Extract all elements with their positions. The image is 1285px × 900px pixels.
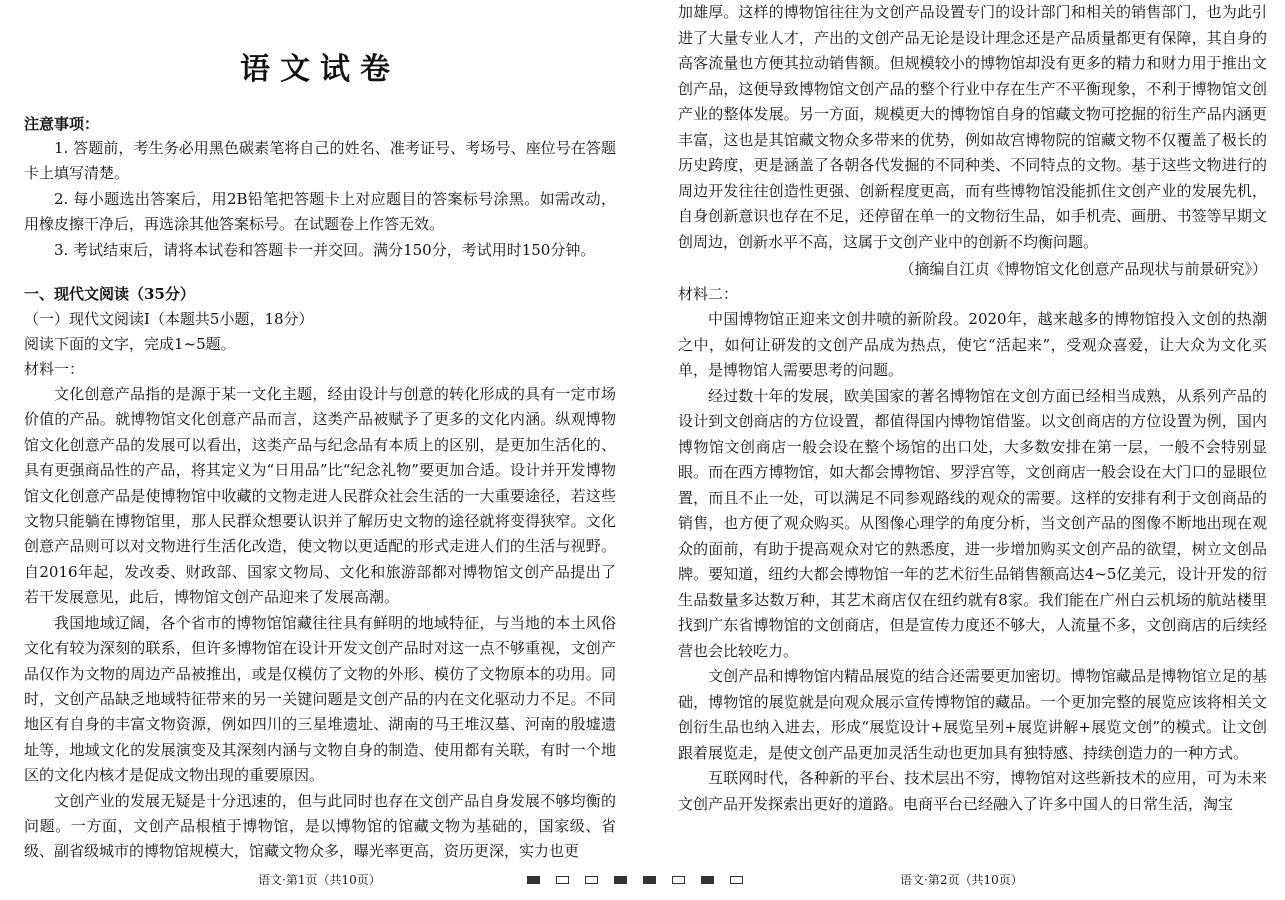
left-page bbox=[0, 0, 640, 900]
paragraph: 文化创意产品指的是源于某一文化主题，经由设计与创意的转化形成的具有一定市场价值的产品。就博物馆文化创意产品而言，这类产品被赋予了更多的文化内涵。纵观博物馆文化创意产品的发展可以看出，这类产品与纪念品有本质上的区别，是更加生活化的、具有更强商品性的产品，将其定义为“日用品”比“纪念礼物”要更加合适。设计并开发博物馆文化创意产品是使博物馆中收藏的文物走进人民群众社会生活的一大重要途径，若这些文物只能躺在博物馆里，那人民群众想要认识并了解历史文物的途径就将变得狭窄。文化创意产品则可以对文物进行生活化改造，使文物以更适配的形式走进人们的生活与视野。自2016年起，发改委、财政部、国家文物局、文化和旅游部都对博物馆文创产品提出了若干发展意见，此后，博物馆文创产品迎来了发展高潮。 bbox=[24, 385, 616, 607]
material-label: 材料二： bbox=[678, 285, 739, 303]
notice-item-2: 2. 每小题选出答案后，用2B铅笔把答题卡上对应题目的答案标号涂黑。如需改动，用橡皮擦干净后，再选涂其他答案标号。在试题卷上作答无效。 bbox=[24, 189, 616, 234]
page-dot-2[interactable] bbox=[556, 876, 569, 884]
paragraph: 文创产品和博物馆内精品展览的结合还需要更加密切。博物馆藏品是博物馆立足的基础，博物馆的展览就是向观众展示宣传博物馆的藏品。一个更加完整的展览应该将相关文创衍生品也纳入进去，形成“展览设计+展览呈列+展览讲解+展览文创”的模式。让文创跟着展览走，是使文创产品更加灵活生动也更加具有独特感、持续创造力的一种方式。 bbox=[678, 667, 1267, 762]
page-dot-1[interactable] bbox=[527, 876, 540, 884]
paragraph: 加雄厚。这样的博物馆往往为文创产品设置专门的设计部门和相关的销售部门，也为此引进了大量专业人才，产出的文创产品无论是设计理念还是产品质量都更有保障，其自身的高客流量也方便其拉动销售额。但规模较小的博物馆却没有更多的精力和财力用于推出文创产品，这便导致博物馆文创产品的整个行业中存在生产不平衡现象，不利于博物馆文创产业的整体发展。另一方面，规模更大的博物馆自身的馆藏文物可挖掘的衍生产品内涵更丰富，这也是其馆藏文物众多带来的优势，例如故宫博物院的馆藏文物不仅覆盖了极长的历史跨度，更是涵盖了各朝各代发掘的不同种类、不同特点的文物。基于这些文物进行的周边开发往往创造性更强、创新程度更高，而有些博物馆没能抓住文创产业的发展先机，自身创新意识也存在不足，还停留在单一的文物衍生品，如手机壳、画册、书签等早期文创周边，创新水平不高，这属于文创产业中的创新不均衡问题。 bbox=[678, 3, 1267, 251]
page-dot-4[interactable] bbox=[614, 876, 627, 884]
page-dot-7[interactable] bbox=[701, 876, 714, 884]
source-citation: （摘编自江贞《博物馆文化创意产品现状与前景研究》） bbox=[899, 260, 1267, 278]
page-footer-right: 语文·第2页（共10页） bbox=[900, 873, 1023, 887]
instruction: 阅读下面的文字，完成1~5题。 bbox=[24, 335, 236, 354]
paragraph: 我国地域辽阔，各个省市的博物馆馆藏往往具有鲜明的地域特征，与当地的本土风俗文化有较为深刻的联系，但许多博物馆在设计开发文创产品时对这一点不够重视，文创产品仅作为文物的周边产品被推出，或是仅模仿了文物的外形、模仿了文物原本的功用。同时，文创产品缺乏地域特征带来的另一关键问题是文创产品的内在文化驱动力不足。不同地区有自身的丰富文物资源，例如四川的三星堆遗址、湖南的马王堆汉墓、河南的殷墟遗址等，地域文化的发展演变及其深刻内涵与文物自身的制造、使用都有关联，有时一个地区的文化内核才是促成文物出现的重要原因。 bbox=[24, 613, 616, 785]
notice-item-3: 3. 考试结束后，请将本试卷和答题卡一并交回。满分150分，考试用时150分钟。 bbox=[54, 240, 596, 259]
paragraph: 互联网时代，各种新的平台、技术层出不穷，博物馆对这些新技术的应用，可为未来文创产品开发探索出更好的道路。电商平台已经融入了许多中国人的日常生活，淘宝 bbox=[678, 769, 1267, 813]
section-heading: 一、现代文阅读（35分） bbox=[24, 285, 195, 304]
notice-item-1: 1. 答题前，考生务必用黑色碳素笔将自己的姓名、准考证号、考场号、座位号在答题卡上填写清楚。 bbox=[24, 139, 616, 183]
page-footer-left: 语文·第1页（共10页） bbox=[258, 873, 381, 887]
page-dot-8[interactable] bbox=[730, 876, 743, 884]
right-page bbox=[652, 0, 1285, 900]
page-dot-3[interactable] bbox=[585, 876, 598, 884]
material-label: 材料一： bbox=[24, 360, 85, 379]
page-dot-6[interactable] bbox=[672, 876, 685, 884]
notice-heading: 注意事项： bbox=[24, 115, 100, 133]
page-dot-5[interactable] bbox=[643, 876, 656, 884]
paragraph: 中国博物馆正迎来文创井喷的新阶段。2020年，越来越多的博物馆投入文创的热潮之中，如何让研发的文创产品成为热点，使它“活起来”，受观众喜爱，让大众为文化买单，是博物馆人需要思考的问题。 bbox=[678, 310, 1267, 379]
paragraph: 经过数十年的发展，欧美国家的著名博物馆在文创方面已经相当成熟，从系列产品的设计到文创商店的方位设置，都值得国内博物馆借鉴。以文创商店的方位设置为例，国内博物馆文创商店一般会设在整个场馆的出口处，大多数安排在第一层，一般不会特别显眼。而在西方博物馆，如大都会博物馆、罗浮宫等，文创商店一般会设在大门口的显眼位置，而且不止一处，可以满足不同参观路线的观众的需要。这样的安排有利于文创商品的销售，也方便了观众购买。从图像心理学的角度分析，当文创产品的图像不断地出现在观众的面前，有助于提高观众对它的熟悉度，进一步增加购买文创产品的欲望，树立文创品牌。要知道，纽约大都会博物馆一年的艺术衍生品销售额高达4~5亿美元，设计开发的衍生品数量多达数万种，其艺术商店仅在纽约就有8家。我们能在广州白云机场的航站楼里找到广东省博物馆的文创商店，但是宣传力度还不够大，人流量不多，文创商店的后续经营也会比较吃力。 bbox=[678, 386, 1267, 660]
page-indicator[interactable] bbox=[527, 876, 759, 884]
exam-title: 语文试卷 bbox=[240, 52, 400, 87]
subsection-heading: （一）现代文阅读Ⅰ（本题共5小题，18分） bbox=[24, 310, 314, 329]
paragraph: 文创产业的发展无疑是十分迅速的，但与此同时也存在文创产品自身发展不够均衡的问题。一方面，文创产品根植于博物馆，是以博物馆的馆藏文物为基础的，国家级、省级、副省级城市的博物馆规模大，馆藏文物众多，曝光率更高，资历更深，实力也更 bbox=[24, 791, 616, 861]
